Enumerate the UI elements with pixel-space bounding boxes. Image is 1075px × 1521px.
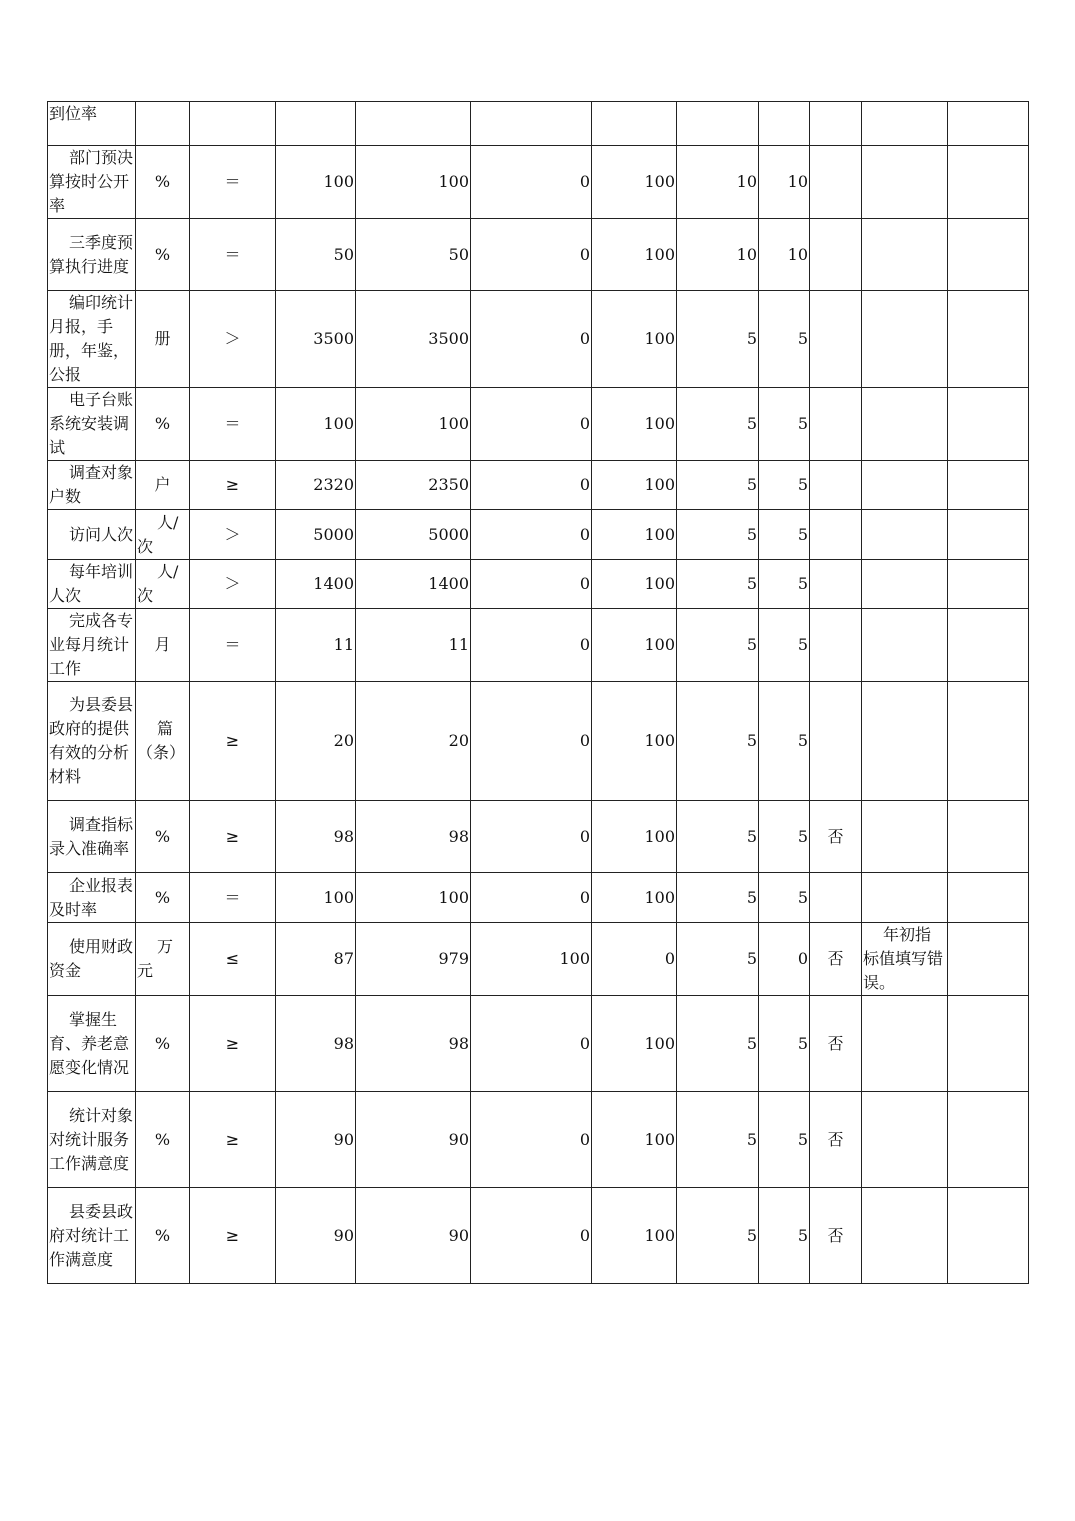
cell-extra — [948, 560, 1029, 609]
cell-actual: 20 — [356, 682, 471, 801]
cell-score-rate: 100 — [592, 560, 677, 609]
cell-unit: 户 — [136, 461, 190, 510]
cell-score-rate: 100 — [592, 461, 677, 510]
cell-flag — [810, 102, 862, 146]
table-row — [48, 219, 1029, 291]
cell-extra — [948, 873, 1029, 923]
cell-flag — [810, 146, 862, 219]
cell-name: 企业报表及时率 — [48, 873, 136, 923]
table-body — [48, 102, 1029, 1284]
cell-note — [862, 1092, 948, 1188]
cell-name: 调查指标录入准确率 — [48, 801, 136, 873]
cell-flag — [810, 682, 862, 801]
cell-score-rate — [592, 102, 677, 146]
cell-op: ＞ — [190, 510, 276, 560]
cell-extra — [948, 219, 1029, 291]
cell-unit: % — [136, 388, 190, 461]
table-row — [48, 461, 1029, 510]
table-row — [48, 996, 1029, 1092]
cell-extra — [948, 291, 1029, 388]
cell-op: ≤ — [190, 923, 276, 996]
cell-name: 调查对象户数 — [48, 461, 136, 510]
cell-deviation: 0 — [471, 1188, 592, 1284]
cell-flag — [810, 461, 862, 510]
cell-note — [862, 873, 948, 923]
table-row — [48, 1092, 1029, 1188]
cell-score-rate: 0 — [592, 923, 677, 996]
cell-actual: 11 — [356, 609, 471, 682]
cell-op: ＝ — [190, 609, 276, 682]
cell-score: 5 — [759, 510, 810, 560]
cell-flag — [810, 609, 862, 682]
cell-unit: % — [136, 219, 190, 291]
cell-name: 到位率 — [48, 102, 136, 146]
cell-deviation: 0 — [471, 1092, 592, 1188]
cell-weight: 5 — [677, 560, 759, 609]
cell-note — [862, 682, 948, 801]
cell-weight: 5 — [677, 873, 759, 923]
cell-name: 使用财政资金 — [48, 923, 136, 996]
cell-note — [862, 146, 948, 219]
cell-target — [276, 102, 356, 146]
cell-weight — [677, 102, 759, 146]
cell-target: 98 — [276, 801, 356, 873]
cell-op: ≥ — [190, 996, 276, 1092]
cell-op: ＝ — [190, 219, 276, 291]
cell-deviation — [471, 102, 592, 146]
cell-extra — [948, 146, 1029, 219]
cell-weight: 5 — [677, 291, 759, 388]
performance-indicator-table — [47, 101, 1029, 1284]
cell-name: 统计对象对统计服务工作满意度 — [48, 1092, 136, 1188]
cell-note: 年初指标值填写错误。 — [862, 923, 948, 996]
cell-deviation: 0 — [471, 560, 592, 609]
cell-extra — [948, 609, 1029, 682]
table-row — [48, 388, 1029, 461]
cell-target: 100 — [276, 388, 356, 461]
cell-score-rate: 100 — [592, 682, 677, 801]
cell-score: 5 — [759, 560, 810, 609]
cell-deviation: 0 — [471, 219, 592, 291]
cell-score-rate: 100 — [592, 388, 677, 461]
cell-flag — [810, 560, 862, 609]
cell-deviation: 0 — [471, 461, 592, 510]
cell-unit: % — [136, 996, 190, 1092]
cell-unit: % — [136, 801, 190, 873]
cell-actual: 90 — [356, 1188, 471, 1284]
cell-target: 3500 — [276, 291, 356, 388]
cell-actual: 100 — [356, 873, 471, 923]
cell-flag: 否 — [810, 1092, 862, 1188]
cell-deviation: 0 — [471, 996, 592, 1092]
cell-score-rate: 100 — [592, 291, 677, 388]
cell-unit: 万元 — [136, 923, 190, 996]
cell-flag: 否 — [810, 923, 862, 996]
cell-weight: 5 — [677, 996, 759, 1092]
cell-weight: 5 — [677, 1188, 759, 1284]
cell-score: 5 — [759, 1092, 810, 1188]
cell-unit: 篇（条） — [136, 682, 190, 801]
table-row — [48, 510, 1029, 560]
cell-score-rate: 100 — [592, 873, 677, 923]
cell-actual: 100 — [356, 388, 471, 461]
cell-note — [862, 388, 948, 461]
cell-weight: 5 — [677, 682, 759, 801]
cell-score-rate: 100 — [592, 510, 677, 560]
cell-unit: % — [136, 1092, 190, 1188]
cell-unit: % — [136, 146, 190, 219]
cell-deviation: 0 — [471, 388, 592, 461]
cell-score: 5 — [759, 388, 810, 461]
cell-deviation: 0 — [471, 510, 592, 560]
cell-name: 访问人次 — [48, 510, 136, 560]
cell-actual: 90 — [356, 1092, 471, 1188]
cell-score-rate: 100 — [592, 1188, 677, 1284]
cell-score: 5 — [759, 609, 810, 682]
cell-extra — [948, 102, 1029, 146]
cell-extra — [948, 388, 1029, 461]
cell-extra — [948, 801, 1029, 873]
table-row — [48, 923, 1029, 996]
cell-op: ＞ — [190, 291, 276, 388]
cell-unit: 月 — [136, 609, 190, 682]
cell-flag — [810, 291, 862, 388]
cell-op: ＝ — [190, 873, 276, 923]
cell-actual: 979 — [356, 923, 471, 996]
table-row — [48, 146, 1029, 219]
cell-weight: 5 — [677, 1092, 759, 1188]
cell-op: ≥ — [190, 461, 276, 510]
cell-op: ＞ — [190, 560, 276, 609]
cell-unit: % — [136, 1188, 190, 1284]
cell-name: 县委县政府对统计工作满意度 — [48, 1188, 136, 1284]
cell-extra — [948, 996, 1029, 1092]
cell-target: 5000 — [276, 510, 356, 560]
cell-deviation: 0 — [471, 801, 592, 873]
cell-note — [862, 1188, 948, 1284]
cell-op: ≥ — [190, 682, 276, 801]
cell-note — [862, 510, 948, 560]
cell-name: 每年培训人次 — [48, 560, 136, 609]
cell-score-rate: 100 — [592, 146, 677, 219]
cell-weight: 5 — [677, 510, 759, 560]
cell-op: ≥ — [190, 801, 276, 873]
cell-score: 5 — [759, 873, 810, 923]
table-row — [48, 801, 1029, 873]
cell-deviation: 0 — [471, 682, 592, 801]
cell-extra — [948, 682, 1029, 801]
cell-name: 为县委县政府的提供有效的分析材料 — [48, 682, 136, 801]
cell-name: 电子台账系统安装调试 — [48, 388, 136, 461]
cell-extra — [948, 510, 1029, 560]
cell-target: 90 — [276, 1092, 356, 1188]
cell-target: 11 — [276, 609, 356, 682]
cell-note — [862, 102, 948, 146]
table-row — [48, 609, 1029, 682]
cell-name: 三季度预算执行进度 — [48, 219, 136, 291]
cell-flag — [810, 873, 862, 923]
cell-extra — [948, 1188, 1029, 1284]
cell-weight: 5 — [677, 461, 759, 510]
cell-target: 98 — [276, 996, 356, 1092]
table-row — [48, 1188, 1029, 1284]
cell-score: 5 — [759, 682, 810, 801]
cell-flag — [810, 388, 862, 461]
cell-unit: 人/次 — [136, 560, 190, 609]
cell-extra — [948, 1092, 1029, 1188]
cell-op: ＝ — [190, 388, 276, 461]
cell-weight: 10 — [677, 146, 759, 219]
cell-op: ＝ — [190, 146, 276, 219]
cell-deviation: 0 — [471, 609, 592, 682]
cell-extra — [948, 923, 1029, 996]
table-row — [48, 560, 1029, 609]
cell-actual: 5000 — [356, 510, 471, 560]
cell-deviation: 100 — [471, 923, 592, 996]
cell-score: 5 — [759, 1188, 810, 1284]
cell-score-rate: 100 — [592, 1092, 677, 1188]
cell-unit: 人/次 — [136, 510, 190, 560]
cell-name: 完成各专业每月统计工作 — [48, 609, 136, 682]
cell-actual: 98 — [356, 996, 471, 1092]
cell-actual: 50 — [356, 219, 471, 291]
cell-score-rate: 100 — [592, 996, 677, 1092]
cell-actual: 1400 — [356, 560, 471, 609]
cell-weight: 5 — [677, 801, 759, 873]
cell-note — [862, 291, 948, 388]
cell-target: 100 — [276, 146, 356, 219]
cell-name: 部门预决算按时公开率 — [48, 146, 136, 219]
cell-score: 5 — [759, 801, 810, 873]
cell-unit: 册 — [136, 291, 190, 388]
table-row — [48, 291, 1029, 388]
cell-weight: 5 — [677, 388, 759, 461]
cell-score: 10 — [759, 146, 810, 219]
cell-note — [862, 461, 948, 510]
cell-actual — [356, 102, 471, 146]
table-row — [48, 102, 1029, 146]
cell-flag — [810, 219, 862, 291]
cell-target: 87 — [276, 923, 356, 996]
cell-score: 5 — [759, 291, 810, 388]
cell-score: 0 — [759, 923, 810, 996]
cell-flag: 否 — [810, 1188, 862, 1284]
cell-deviation: 0 — [471, 291, 592, 388]
cell-target: 50 — [276, 219, 356, 291]
table-row — [48, 873, 1029, 923]
cell-note — [862, 996, 948, 1092]
cell-target: 2320 — [276, 461, 356, 510]
cell-flag — [810, 510, 862, 560]
cell-op: ≥ — [190, 1092, 276, 1188]
cell-note — [862, 560, 948, 609]
cell-target: 100 — [276, 873, 356, 923]
cell-score-rate: 100 — [592, 801, 677, 873]
cell-score: 5 — [759, 461, 810, 510]
cell-score — [759, 102, 810, 146]
cell-actual: 2350 — [356, 461, 471, 510]
cell-extra — [948, 461, 1029, 510]
cell-actual: 100 — [356, 146, 471, 219]
cell-weight: 10 — [677, 219, 759, 291]
cell-unit: % — [136, 873, 190, 923]
cell-unit — [136, 102, 190, 146]
cell-score-rate: 100 — [592, 609, 677, 682]
cell-actual: 3500 — [356, 291, 471, 388]
table-row — [48, 682, 1029, 801]
cell-note — [862, 219, 948, 291]
cell-flag: 否 — [810, 996, 862, 1092]
cell-note — [862, 801, 948, 873]
cell-weight: 5 — [677, 609, 759, 682]
cell-deviation: 0 — [471, 146, 592, 219]
cell-actual: 98 — [356, 801, 471, 873]
cell-note — [862, 609, 948, 682]
cell-score-rate: 100 — [592, 219, 677, 291]
cell-target: 90 — [276, 1188, 356, 1284]
cell-op — [190, 102, 276, 146]
cell-flag: 否 — [810, 801, 862, 873]
cell-op: ≥ — [190, 1188, 276, 1284]
cell-target: 20 — [276, 682, 356, 801]
cell-name: 编印统计月报，手册，年鉴，公报 — [48, 291, 136, 388]
cell-target: 1400 — [276, 560, 356, 609]
cell-score: 5 — [759, 996, 810, 1092]
cell-deviation: 0 — [471, 873, 592, 923]
cell-score: 10 — [759, 219, 810, 291]
cell-name: 掌握生育、养老意愿变化情况 — [48, 996, 136, 1092]
cell-weight: 5 — [677, 923, 759, 996]
